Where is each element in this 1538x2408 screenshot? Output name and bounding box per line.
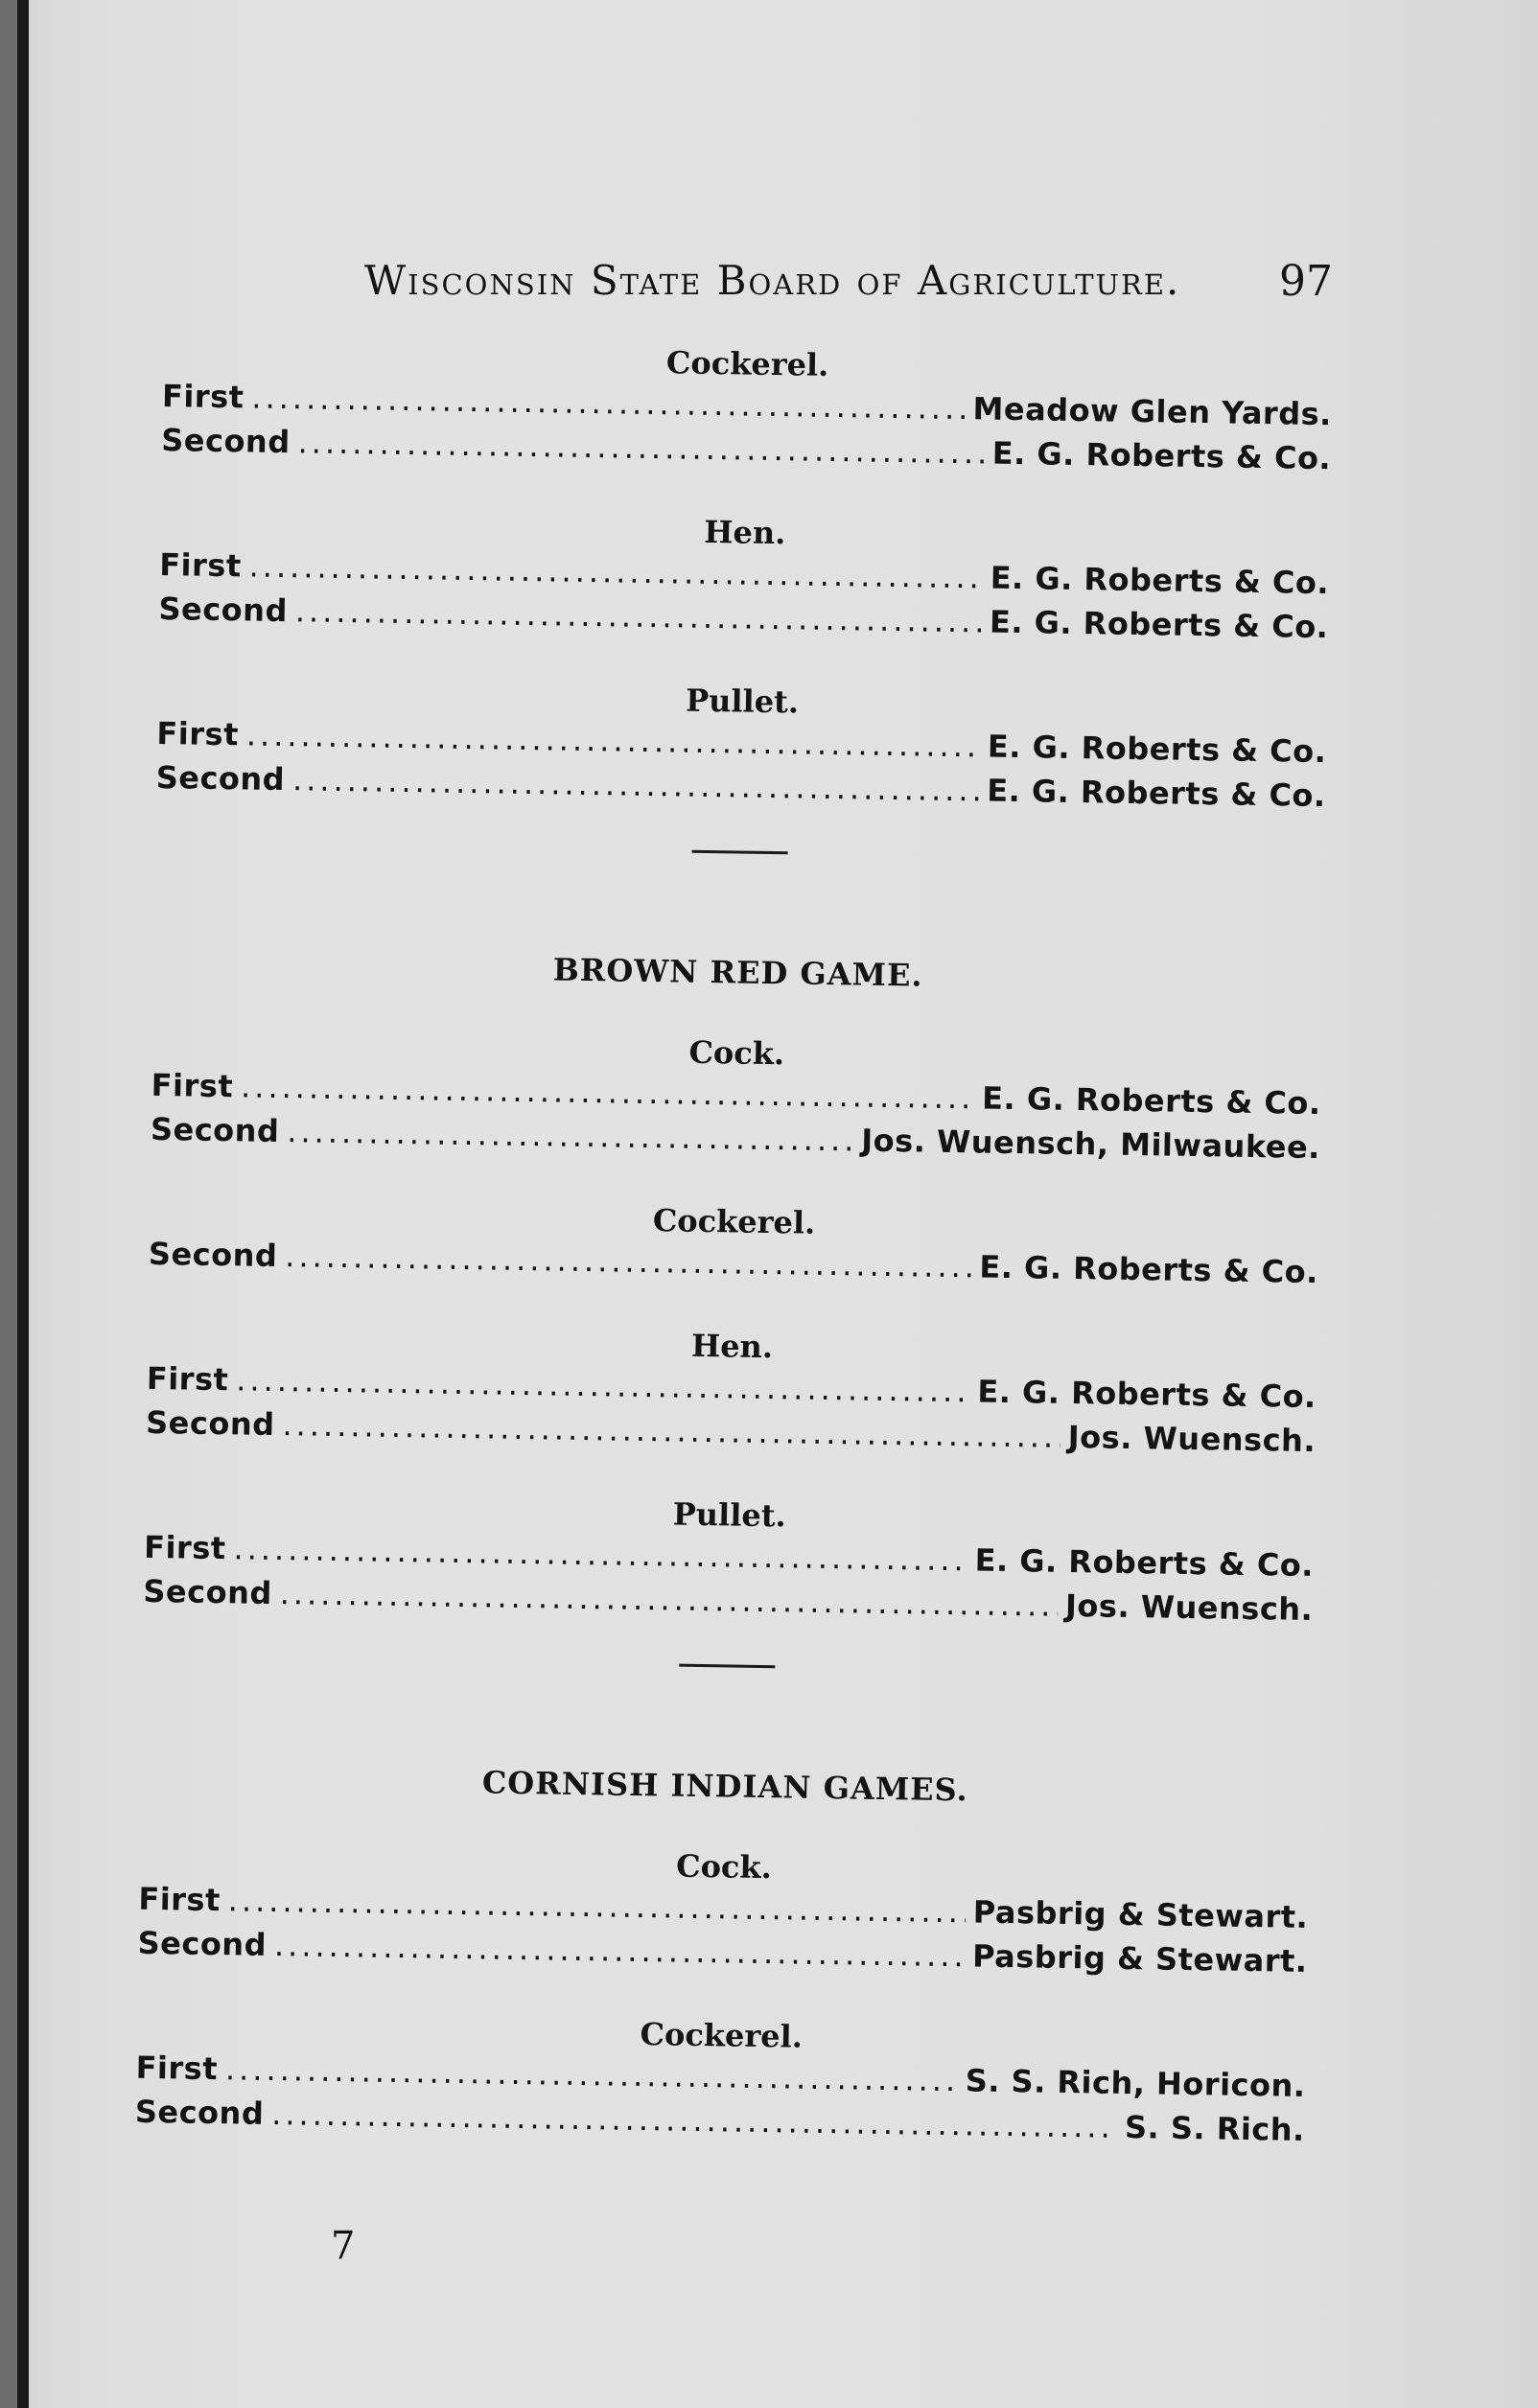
entry-winner: E. G. Roberts & Co. [977, 1373, 1317, 1416]
section-title-brown-red-game: BROWN RED GAME. [552, 951, 923, 994]
dot-leader [297, 420, 985, 475]
entry-place: Second [148, 1235, 278, 1274]
group-title: Pullet. [672, 1495, 786, 1535]
section-title-cornish-indian-games: CORNISH INDIAN GAMES. [481, 1764, 969, 1809]
entry-place: First [135, 2049, 219, 2088]
entry-winner: Pasbrig & Stewart. [972, 1893, 1309, 1935]
entry-winner: S. S. Rich, Horicon. [965, 2062, 1306, 2104]
entry-place: Second [150, 1110, 280, 1150]
group-cock [151, 1025, 1322, 1169]
entry-place: First [138, 1880, 221, 1919]
section-divider [679, 1664, 775, 1669]
section-divider [692, 850, 788, 855]
entry-place: First [158, 545, 242, 585]
dot-leader [285, 1234, 972, 1288]
group-title: Cockerel. [652, 1202, 816, 1241]
group-title: Cockerel. [640, 2016, 804, 2055]
page-content [134, 336, 1333, 2194]
group-hen [146, 1318, 1317, 1463]
group-title: Hen. [704, 513, 786, 552]
entry-winner: Jos. Wuensch. [1064, 1586, 1314, 1628]
entry-place: First [143, 1528, 226, 1567]
group-cock [137, 1839, 1309, 1983]
entry-place: Second [137, 1924, 268, 1963]
entry-winner: E. G. Roberts & Co. [991, 434, 1332, 477]
entry-place: Second [134, 2093, 265, 2132]
entry-winner: Jos. Wuensch. [1067, 1418, 1317, 1460]
entry-winner: E. G. Roberts & Co. [981, 1079, 1321, 1123]
group-cockerel [135, 2007, 1307, 2152]
entry-winner: Meadow Glen Yards. [972, 390, 1333, 433]
entry-winner: E. G. Roberts & Co. [987, 728, 1327, 771]
group-hen [158, 504, 1330, 649]
entry-winner: E. G. Roberts & Co. [990, 559, 1330, 602]
binding-shadow [0, 0, 17, 2408]
entry-winner: E. G. Roberts & Co. [979, 1248, 1319, 1291]
entry-winner: Pasbrig & Stewart. [971, 1937, 1308, 1980]
entry-place: Second [145, 1403, 275, 1443]
signature-mark: 7 [331, 2224, 356, 2268]
group-pullet [155, 673, 1327, 818]
entry-place: Second [143, 1572, 273, 1611]
entry-winner: S. S. Rich. [1124, 2108, 1306, 2148]
page-number: 97 [1279, 257, 1333, 306]
dot-leader [292, 757, 980, 812]
entry-place: Second [155, 758, 286, 799]
group-title: Cockerel. [665, 344, 829, 383]
entry-winner: E. G. Roberts & Co. [974, 1541, 1315, 1585]
group-title: Pullet. [685, 682, 800, 721]
group-pullet [143, 1487, 1315, 1632]
entry-place: First [146, 1359, 229, 1399]
entry-place: First [156, 714, 240, 753]
group-cockerel [149, 1193, 1319, 1294]
entry-place: First [161, 377, 245, 416]
group-cockerel [161, 336, 1333, 480]
book-binding [17, 0, 29, 2408]
running-header [364, 257, 1333, 314]
entry-winner: E. G. Roberts & Co. [986, 772, 1326, 815]
dot-leader [295, 589, 983, 643]
entry-place: Second [158, 590, 289, 630]
entry-winner: E. G. Roberts & Co. [989, 603, 1329, 646]
group-title: Cock. [688, 1033, 785, 1073]
group-title: Hen. [690, 1327, 774, 1366]
entry-place: Second [160, 421, 291, 461]
dot-leader [287, 1109, 854, 1162]
entry-place: First [151, 1066, 234, 1105]
group-title: Cock. [675, 1847, 773, 1887]
header-title: Wisconsin State Board of Agriculture. [364, 257, 1181, 304]
entry-winner: Jos. Wuensch, Milwaukee. [861, 1122, 1321, 1167]
